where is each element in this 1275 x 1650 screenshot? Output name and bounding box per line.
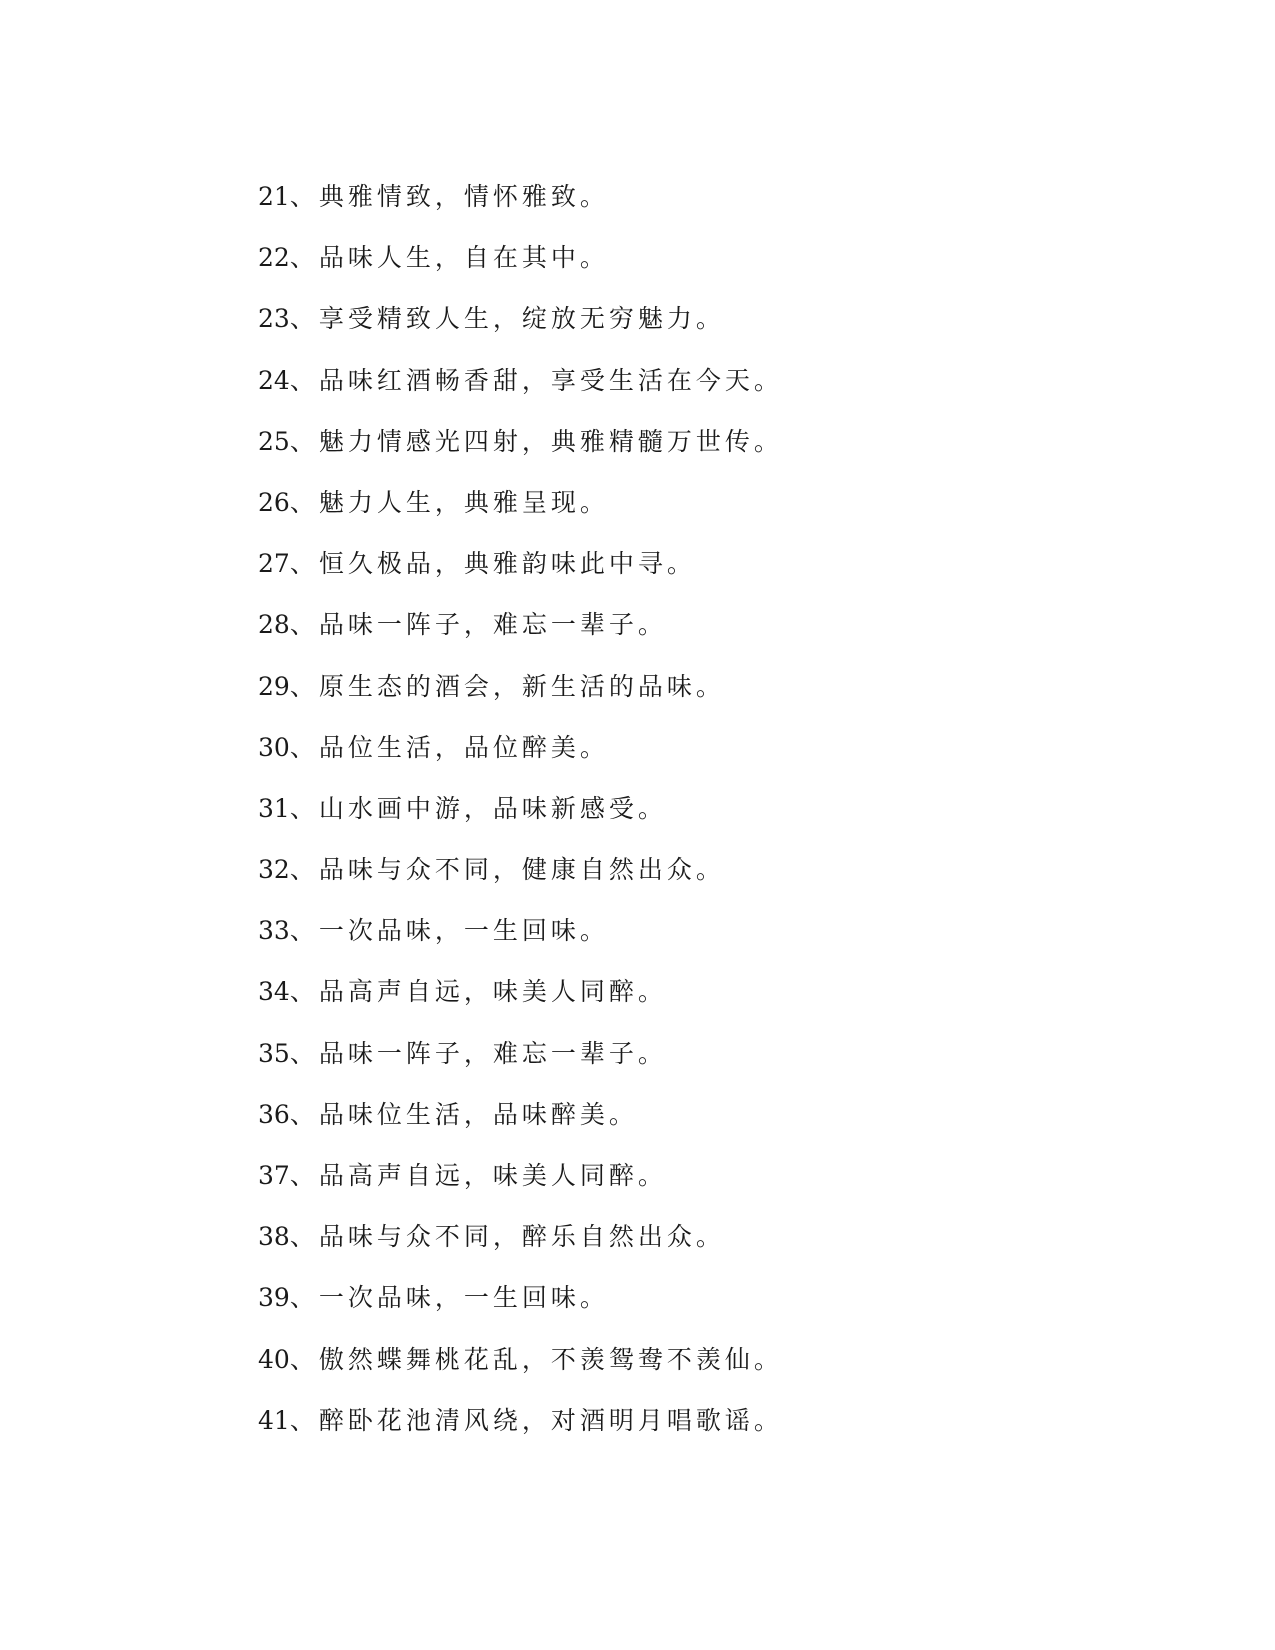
item-text: 、品味与众不同，健康自然出众。 bbox=[289, 855, 725, 885]
list-item bbox=[258, 533, 1158, 594]
list-item bbox=[258, 1084, 1158, 1145]
list-item bbox=[258, 961, 1158, 1022]
list-item bbox=[258, 411, 1158, 472]
item-text: 、品味红酒畅香甜，享受生活在今天。 bbox=[289, 365, 783, 395]
item-text: 、品味位生活，品味醉美。 bbox=[289, 1099, 638, 1129]
list-item bbox=[258, 350, 1158, 411]
item-number: 37 bbox=[258, 1161, 290, 1190]
item-text: 、品味人生，自在其中。 bbox=[289, 243, 609, 273]
item-text: 、魅力人生，典雅呈现。 bbox=[289, 487, 609, 517]
item-number: 24 bbox=[258, 365, 290, 395]
item-number: 26 bbox=[258, 487, 290, 517]
item-number: 23 bbox=[258, 304, 290, 334]
item-text: 、品高声自远，味美人同醉。 bbox=[289, 977, 667, 1007]
list-item bbox=[258, 472, 1158, 533]
item-number: 30 bbox=[258, 732, 290, 762]
item-text: 、魅力情感光四射，典雅精髓万世传。 bbox=[289, 426, 783, 456]
item-number: 32 bbox=[258, 855, 290, 885]
item-text: 、享受精致人生，绽放无穷魅力。 bbox=[289, 304, 725, 334]
item-number: 22 bbox=[258, 243, 290, 273]
item-text: 、一次品味，一生回味。 bbox=[289, 916, 609, 946]
item-number: 25 bbox=[258, 426, 290, 456]
slogan-list bbox=[258, 166, 1158, 1451]
item-text: 、品味与众不同，醉乐自然出众。 bbox=[289, 1222, 725, 1252]
list-item bbox=[258, 778, 1158, 839]
item-number: 31 bbox=[258, 793, 290, 823]
item-number: 21 bbox=[258, 182, 290, 211]
item-text: 、典雅情致，情怀雅致。 bbox=[289, 182, 609, 211]
item-text: 、醉卧花池清风绕，对酒明月唱歌谣。 bbox=[289, 1405, 783, 1435]
list-item bbox=[258, 1206, 1158, 1267]
item-text: 、山水画中游，品味新感受。 bbox=[289, 793, 667, 823]
list-item bbox=[258, 839, 1158, 900]
list-item bbox=[258, 594, 1158, 655]
list-item bbox=[258, 1145, 1158, 1206]
item-number: 41 bbox=[258, 1405, 290, 1435]
item-text: 、品位生活，品位醉美。 bbox=[289, 732, 609, 762]
item-number: 39 bbox=[258, 1283, 290, 1313]
list-item bbox=[258, 900, 1158, 961]
item-number: 40 bbox=[258, 1344, 290, 1374]
item-number: 27 bbox=[258, 549, 290, 579]
list-item bbox=[258, 656, 1158, 717]
list-item bbox=[258, 1023, 1158, 1084]
item-number: 29 bbox=[258, 671, 290, 701]
item-text: 、一次品味，一生回味。 bbox=[289, 1283, 609, 1313]
list-item bbox=[258, 166, 1158, 227]
item-number: 34 bbox=[258, 977, 290, 1007]
item-number: 36 bbox=[258, 1099, 290, 1129]
item-text: 、品高声自远，味美人同醉。 bbox=[289, 1161, 667, 1190]
list-item bbox=[258, 1390, 1158, 1451]
list-item bbox=[258, 1267, 1158, 1328]
item-text: 、傲然蝶舞桃花乱，不羡鸳鸯不羡仙。 bbox=[289, 1344, 783, 1374]
list-item bbox=[258, 717, 1158, 778]
list-item bbox=[258, 288, 1158, 349]
item-text: 、恒久极品，典雅韵味此中寻。 bbox=[289, 549, 696, 579]
item-text: 、品味一阵子，难忘一辈子。 bbox=[289, 1038, 667, 1068]
item-number: 33 bbox=[258, 916, 290, 946]
item-number: 38 bbox=[258, 1222, 290, 1252]
item-text: 、原生态的酒会，新生活的品味。 bbox=[289, 671, 725, 701]
item-number: 28 bbox=[258, 610, 290, 640]
item-number: 35 bbox=[258, 1038, 290, 1068]
list-item bbox=[258, 227, 1158, 288]
item-text: 、品味一阵子，难忘一辈子。 bbox=[289, 610, 667, 640]
list-item bbox=[258, 1329, 1158, 1390]
